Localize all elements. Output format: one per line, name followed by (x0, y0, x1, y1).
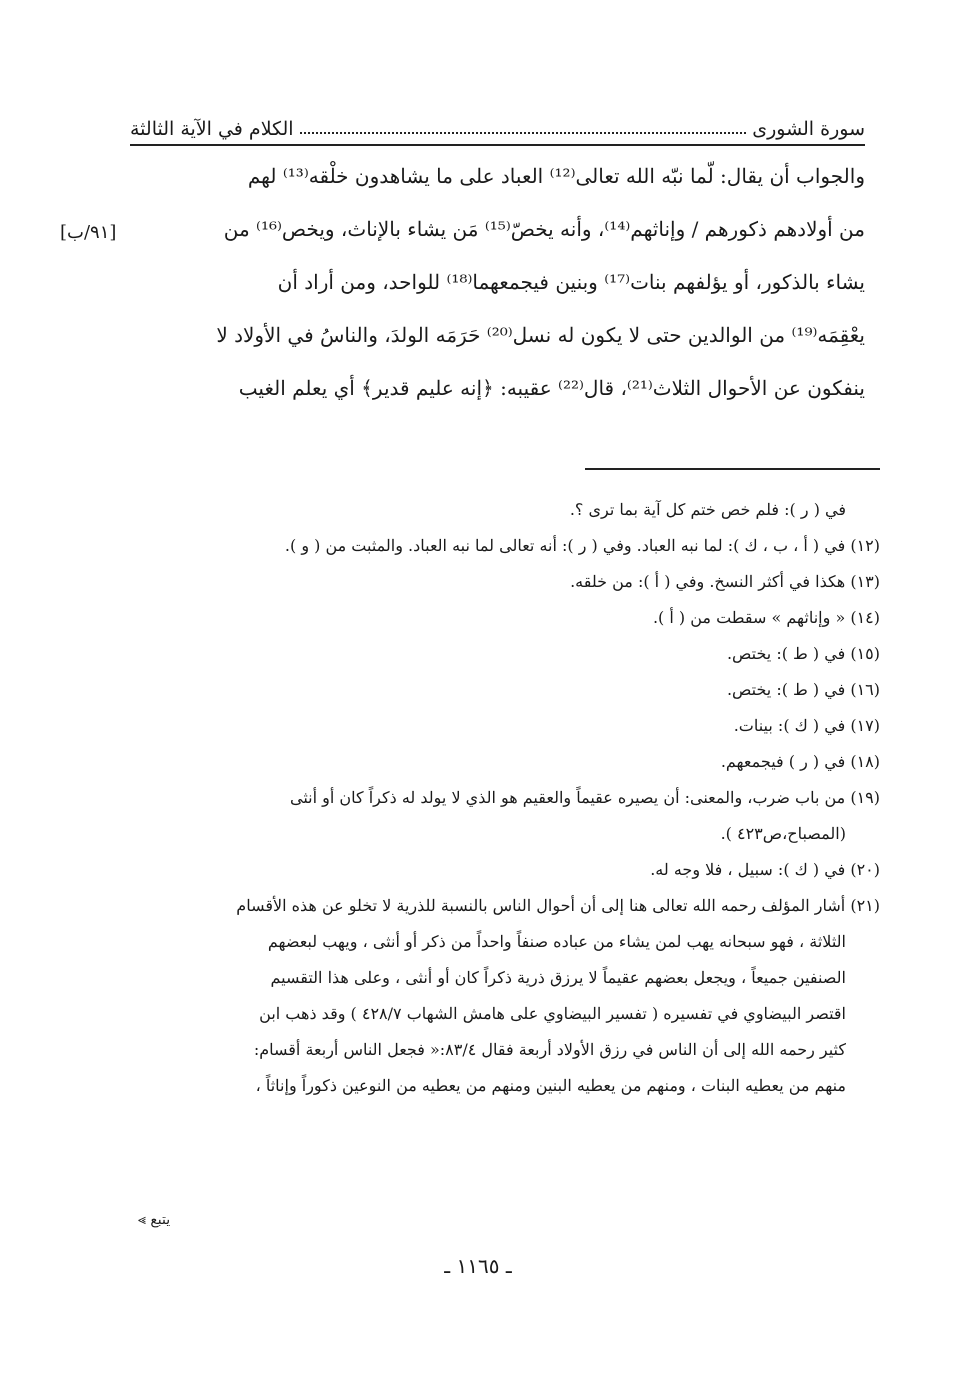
main-text-line: ينفكون عن الأحوال الثلاث⁽²¹⁾، قال⁽²²⁾ عقيبه: ﴿إنه عليم قدير﴾ أي يعلم الغيب (238, 376, 865, 400)
main-text (140, 150, 865, 415)
running-header (130, 104, 865, 140)
footnote-line: (٢١) أشار المؤلف رحمه الله تعالى هنا إلى أن أحوال الناس بالنسبة للذرية لا تخلو عن هذه الأقسام (236, 896, 880, 915)
footnote-line: (١٩) من باب ضرب، والمعنى: أن يصيره عقيماً والعقيم هو الذي لا يولد له ذكراً كان أو أنثى (290, 788, 880, 807)
footnote-line: كثير رحمه الله إلى أن الناس في رزق الأولاد أربعة فقال ٨٣/٤:« فجعل الناس أربعة أقسام: (253, 1040, 846, 1059)
footnote-line: (١٤) « وإناثهم » سقطت من ( أ ). (652, 608, 880, 627)
footnote-line: منهم من يعطيه البنات ، ومنهم من يعطيه البنين ومنهم من يعطيه من النوعين ذكوراً وإناثاً ، (255, 1076, 846, 1095)
footnote-line: (١٨) في ( ر ) فيجمعهم. (720, 752, 880, 771)
footnote-line: (١٧) في ( ك ): بينات. (733, 716, 880, 735)
continued-marker: يتبع ⪢ (138, 1212, 171, 1228)
footnote-line: (١٥) في ( ط ): يختص. (726, 644, 880, 663)
main-text-line: يشاء بالذكور، أو يؤلفهم بنات⁽¹⁷⁾ وبنين فيجمعهما⁽¹⁸⁾ للواحد، ومن أراد أن (277, 270, 865, 294)
footnote-line: الثلاثة ، فهو سبحانه يهب لمن يشاء من عباده صنفاً واحداً من ذكر أو أنثى ، ويهب لبعضهم (267, 932, 846, 951)
footnote-line: الصنفين جميعاً ، ويجعل بعضهم عقيماً لا يرزق ذرية ذكراً كان أو أنثى ، وعلى هذا التقسيم (270, 968, 846, 987)
header-rule (130, 144, 865, 146)
footnote-line: (المصباح،ص٤٢٣ ). (720, 824, 846, 843)
footnote-line: (١٣) هكذا في أكثر النسخ. وفي ( أ ): من خلقه. (570, 572, 880, 591)
main-text-line: والجواب أن يقال: لّما نبّه الله تعالى⁽¹²⁾ العباد على ما يشاهدون خلْقه⁽¹³⁾ لهم (247, 164, 865, 188)
footnote-line: اقتصر البيضاوي في تفسيره ( تفسير البيضاوي على هامش الشهاب ٤٢٨/٧ ) وقد ذهب ابن (259, 1004, 846, 1023)
footnote-line: (١٦) في ( ط ): يختص. (726, 680, 880, 699)
footnote-line: (١٢) في ( أ ، ب ، ك ): لما نبه العباد. وفي ( ر ): أنه تعالى لما نبه العباد. والمثبت من ( و ). (284, 536, 880, 555)
footnote-separator (585, 468, 880, 470)
main-text-line: من أولادهم ذكورهم / وإناثهم⁽¹⁴⁾، وأنه يخصّ⁽¹⁵⁾ مَن يشاء بالإناث، ويخص⁽¹⁶⁾ من (223, 217, 865, 241)
header-surah: سورة الشورى (752, 118, 865, 140)
header-section: الكلام في الآية الثالثة (130, 118, 294, 140)
page-number: ـ ١١٦٥ ـ (444, 1254, 512, 1278)
footnote-line: (٢٠) في ( ك ): سبيل ، فلا وجه له. (650, 860, 880, 879)
header-dot-leader (300, 132, 747, 134)
footnotes (135, 492, 880, 1104)
footnote-line: في ( ر ): فلم خص ختم كل آية بما ترى ؟. (569, 500, 846, 519)
main-text-line: يعْقِمَه⁽¹⁹⁾ من الوالدين حتى لا يكون له نسل⁽²⁰⁾ حَرَمَه الولدَ، والناسُ في الأولاد لا (216, 323, 865, 347)
manuscript-folio-marker: [٩١/ب] (60, 222, 117, 243)
